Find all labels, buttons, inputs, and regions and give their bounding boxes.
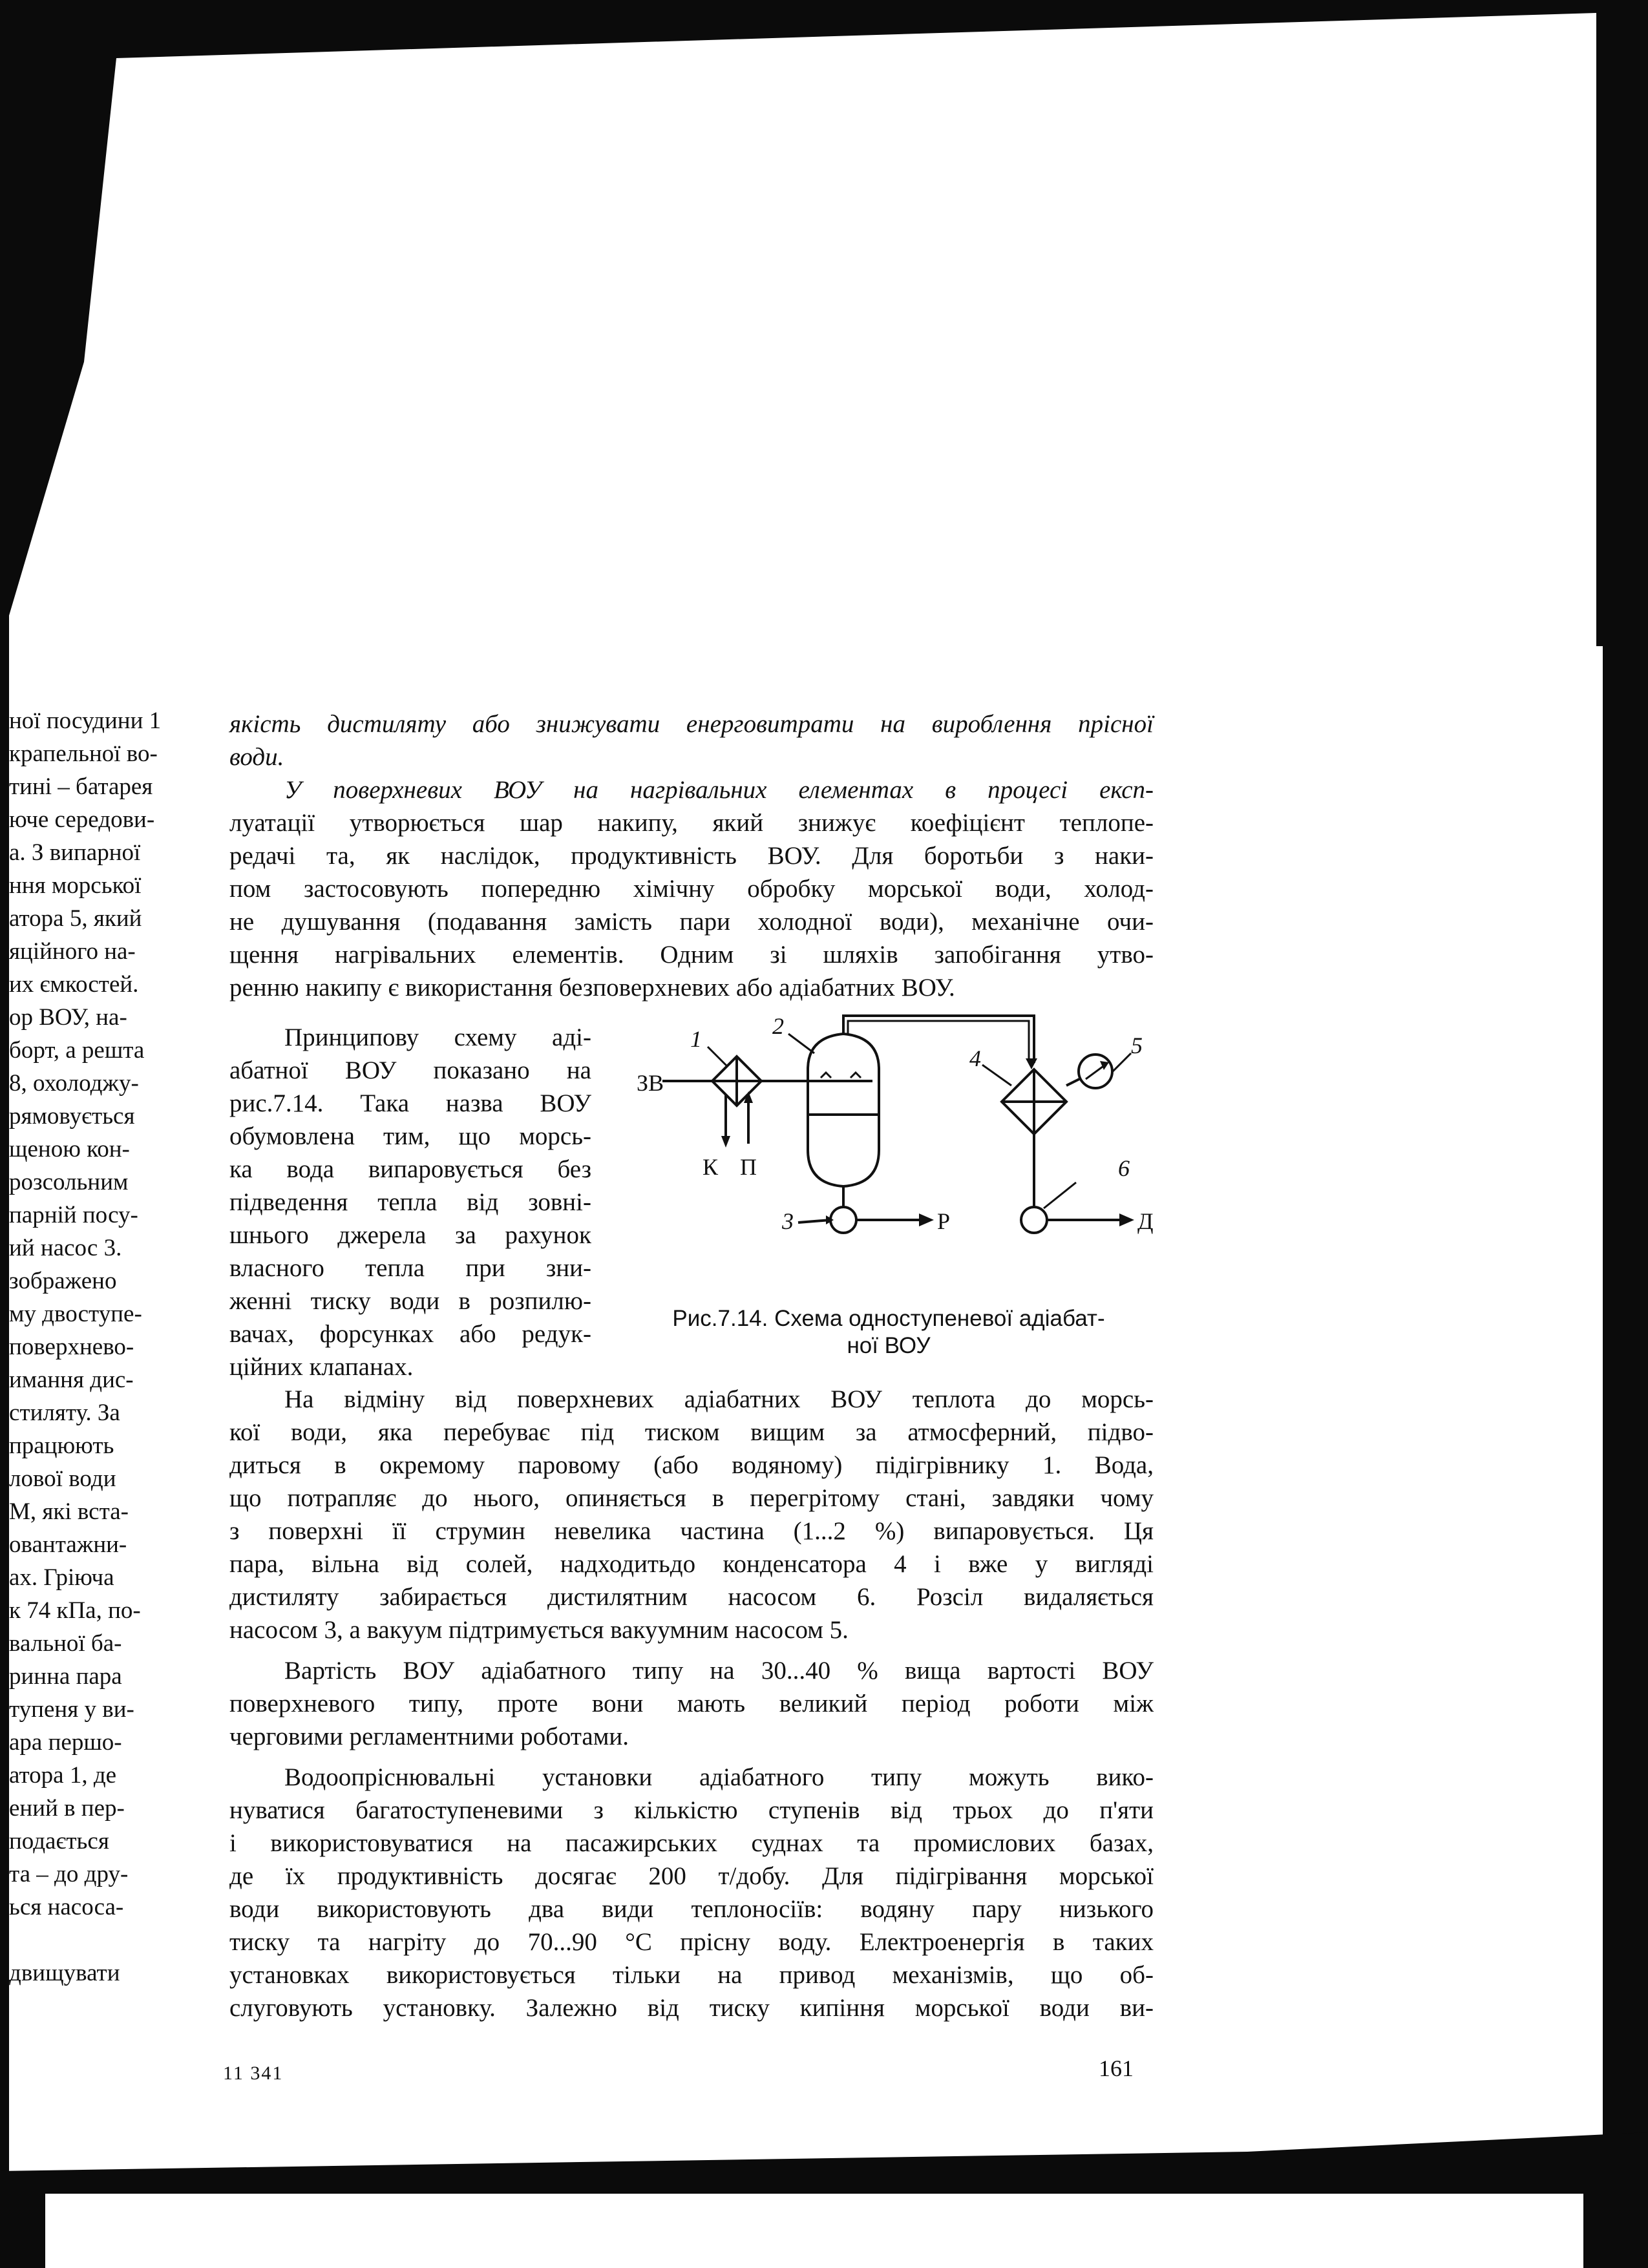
- para4-line: тиску та нагріту до 70...90 °С прісну воду. Електроенергія в таких: [229, 1928, 1154, 1956]
- para3-line: поверхневого типу, проте вони мають великий період роботи між: [229, 1690, 1154, 1717]
- left-column-line: ах. Гріюча: [9, 1564, 114, 1591]
- text-beside-figure: [229, 1021, 591, 1383]
- para2-line: з поверхні її струмин невелика частина (1...2 %) випаровується. Ця: [229, 1517, 1154, 1545]
- para4-line: Водоопріснювальні установки адіабатного типу можуть вико-: [284, 1763, 1154, 1791]
- left-column-line: стиляту. За: [9, 1400, 120, 1426]
- left-column-line: имання дис-: [9, 1367, 134, 1393]
- para2-line: що потрапляє до нього, опиняється в перегрітому стані, завдяки чому: [229, 1484, 1154, 1512]
- para1-line: не душування (подавання замість пари холодної води), механічне очи-: [229, 908, 1154, 936]
- left-column-line: ор ВОУ, на-: [9, 1004, 127, 1031]
- left-column-line: та – до дру-: [9, 1861, 129, 1887]
- left-column-line: ься насоса-: [9, 1894, 124, 1920]
- para1-line: редачі та, як наслідок, продуктивність ВОУ. Для боротьби з наки-: [229, 842, 1154, 870]
- para4-line: установках використовується тільки на привод механізмів, що об-: [229, 1961, 1154, 1989]
- left-column-line: их ємкостей.: [9, 971, 139, 998]
- para3-line: Вартість ВОУ адіабатного типу на 30...40 % вища вартості ВОУ: [284, 1657, 1154, 1685]
- left-column-line: поверхнево-: [9, 1334, 134, 1360]
- label-5: 5: [1131, 1033, 1143, 1058]
- para4-line: і використовуватися на пасажирських суднах та промислових базах,: [229, 1829, 1154, 1857]
- label-2: 2: [772, 1014, 784, 1039]
- main-text-top: [229, 708, 1154, 1004]
- label-k: К: [703, 1154, 719, 1180]
- signature-mark: 11 341: [223, 2063, 284, 2084]
- left-column-line: парній посу-: [9, 1202, 138, 1228]
- left-column-line: зображено: [9, 1268, 117, 1294]
- para4-line: де їх продуктивність досягає 200 т/добу. Для підігрівання морської: [229, 1862, 1154, 1890]
- para1-line: луатації утворюється шар накипу, який знижує коефіцієнт теплопе-: [229, 809, 1154, 837]
- caption-line: Рис.7.14. Схема одноступеневої адіабат-: [672, 1306, 1105, 1331]
- left-column-line: працюють: [9, 1433, 114, 1459]
- scan-dark-left: [0, 0, 9, 2268]
- label-zv: ЗВ: [637, 1070, 664, 1096]
- intro-line: води.: [229, 743, 284, 771]
- para1-line: У поверхневих ВОУ на нагрівальних елементах в процесі експ-: [284, 776, 1154, 804]
- left-column-line: ий насос 3.: [9, 1235, 122, 1261]
- label-6: 6: [1118, 1155, 1130, 1181]
- figure-7-14-schematic: [620, 1014, 1157, 1338]
- left-column-line: ений в пер-: [9, 1795, 125, 1822]
- left-column-line: двищувати: [9, 1960, 120, 1986]
- left-column-line: атора 1, де: [9, 1762, 117, 1789]
- wrap-line: власного тепла при зни-: [229, 1254, 591, 1282]
- pump-3: [830, 1207, 856, 1233]
- wrap-line: ційних клапанах.: [229, 1353, 414, 1381]
- left-column-line: М, які вста-: [9, 1498, 129, 1525]
- left-column-line: тині – батарея: [9, 773, 153, 800]
- para1-line: щення нагрівальних елементів. Одним зі шляхів запобігання утво-: [229, 941, 1154, 969]
- left-column-line: му двоступе-: [9, 1301, 142, 1327]
- left-column-line: тупеня у ви-: [9, 1696, 134, 1723]
- left-column-line: вальної ба-: [9, 1630, 122, 1657]
- left-column-line: ринна пара: [9, 1663, 122, 1690]
- left-column-line: ної посудини 1: [9, 708, 162, 734]
- intro-line: якість дистиляту або знижувати енерговитрати на вироблення прісної: [229, 710, 1154, 738]
- para2-line: пара, вільна від солей, надходитьдо конденсатора 4 і вже у вигляді: [229, 1550, 1154, 1578]
- wrap-line: обумовлена тим, що морсь-: [229, 1122, 591, 1150]
- scan-page-edge: [0, 0, 1648, 659]
- para4-line: нуватися багатоступеневими з кількістю ступенів від трьох до п'яти: [229, 1796, 1154, 1824]
- left-column-line: ара першо-: [9, 1729, 122, 1756]
- scan-dark-right: [1603, 0, 1648, 2268]
- left-column-line: к 74 кПа, по-: [9, 1597, 141, 1624]
- wrap-line: абатної ВОУ показано на: [229, 1056, 591, 1084]
- para2-line: насосом 3, а вакуум підтримується вакуумним насосом 5.: [229, 1616, 849, 1644]
- label-3: 3: [782, 1208, 794, 1234]
- wrap-line: ка вода випаровується без: [229, 1155, 591, 1183]
- label-4: 4: [969, 1045, 981, 1071]
- figure-caption: [620, 1305, 1157, 1360]
- caption-line: ної ВОУ: [847, 1333, 931, 1358]
- label-p: П: [740, 1154, 757, 1180]
- wrap-line: Принципову схему аді-: [284, 1024, 591, 1051]
- pump-6: [1021, 1207, 1047, 1233]
- left-column-line: юче середови-: [9, 806, 155, 833]
- left-column-line: борт, а решта: [9, 1037, 145, 1064]
- wrap-line: женні тиску води в розпилю-: [229, 1287, 591, 1315]
- para2-line: дистиляту забирається дистилятним насосом 6. Розсіл видаляється: [229, 1583, 1154, 1611]
- left-column-line: а. З випарної: [9, 839, 141, 866]
- left-column-line: лової води: [9, 1465, 116, 1492]
- para2-line: диться в окремому паровому (або водяному) підігрівнику 1. Вода,: [229, 1451, 1154, 1479]
- left-column-line: рямовується: [9, 1103, 135, 1129]
- left-column-line: овантажни-: [9, 1531, 127, 1558]
- label-1: 1: [690, 1026, 702, 1052]
- left-column-line: [9, 1924, 190, 1957]
- left-cropped-column: [9, 704, 190, 1990]
- wrap-line: вачах, форсунках або редук-: [229, 1320, 591, 1348]
- wrap-line: рис.7.14. Така назва ВОУ: [229, 1089, 591, 1117]
- evaporator-2: [808, 1034, 879, 1186]
- left-column-line: крапельної во-: [9, 740, 158, 767]
- wrap-line: підведення тепла від зовні-: [229, 1188, 591, 1216]
- label-r: Р: [937, 1208, 951, 1234]
- label-d: Д: [1137, 1208, 1154, 1234]
- para2-line: На відміну від поверхневих адіабатних ВОУ теплота до морсь-: [284, 1385, 1154, 1413]
- left-column-line: яційного на-: [9, 938, 136, 965]
- para4-line: слуговують установку. Залежно від тиску кипіння морської води ви-: [229, 1994, 1154, 2022]
- scan-bottom-sheet: [45, 2194, 1583, 2268]
- vapour-pipe: [843, 1016, 1034, 1063]
- para4-line: води використовують два види теплоносіїв: водяну пару низького: [229, 1895, 1154, 1923]
- para3-line: черговими регламентними роботами.: [229, 1723, 629, 1750]
- left-column-line: подається: [9, 1828, 109, 1854]
- left-column-line: щеною кон-: [9, 1136, 130, 1162]
- left-column-line: розсольним: [9, 1169, 129, 1195]
- para1-line: ренню накипу є використання безповерхневих або адіабатних ВОУ.: [229, 974, 955, 1002]
- left-column-line: атора 5, який: [9, 905, 142, 932]
- page-number: 161: [1099, 2055, 1134, 2081]
- para1-line: пом застосовують попередню хімічну обробку морської води, холод-: [229, 875, 1154, 903]
- left-column-line: ння морської: [9, 872, 142, 899]
- left-column-line: 8, охолоджу-: [9, 1070, 139, 1097]
- main-text-bottom: [229, 1383, 1154, 2024]
- para2-line: кої води, яка перебуває під тиском вищим за атмосферний, підво-: [229, 1418, 1154, 1446]
- wrap-line: шнього джерела за рахунок: [229, 1221, 591, 1249]
